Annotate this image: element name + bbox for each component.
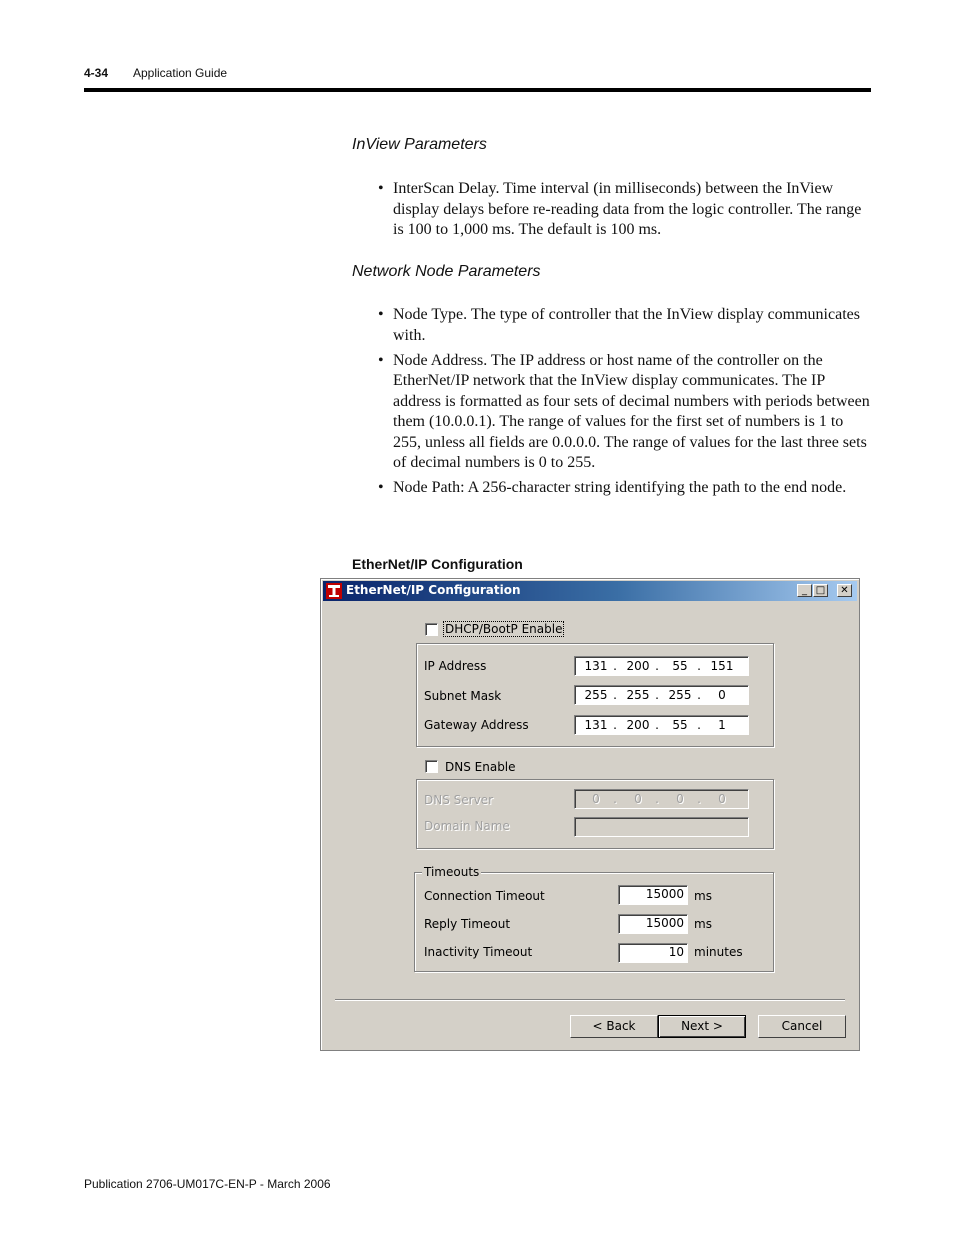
- dhcp-label[interactable]: DHCP/BootP Enable: [445, 622, 563, 636]
- inview-bullets: [378, 179, 870, 245]
- dns-server-label: DNS Server: [424, 793, 493, 807]
- list-item: • Node Type. The type of controller that the InView display communicates with.: [378, 306, 860, 344]
- connection-timeout-input[interactable]: 15000: [618, 885, 688, 905]
- running-header: Application Guide: [133, 66, 228, 80]
- list-item: • Node Address. The IP address or host name of the controller on the EtherNet/IP network that the InView display communicates. The IP address is formatted as four sets of decimal numbers with periods between them (10.0.0.1). The range of values for the first set of numbers is 1 to 255, unless all fields are 0.0.0.0. The range of values for the last three sets of decimal numbers is 0 to 255.: [378, 351, 870, 471]
- dns-server-field[interactable]: 0 . 0 . 0 . 0: [574, 789, 749, 809]
- subnet-mask-field[interactable]: 255 . 255 . 255 . 0: [574, 685, 749, 705]
- list-item: • Node Path: A 256-character string identifying the path to the end node.: [378, 479, 847, 496]
- ethernet-ip-config-dialog: [320, 578, 860, 1051]
- figure-caption: EtherNet/IP Configuration: [352, 556, 523, 572]
- maximize-button[interactable]: □: [813, 584, 828, 597]
- page-number: 4-34: [84, 66, 109, 80]
- close-button[interactable]: ✕: [837, 584, 852, 597]
- cancel-button[interactable]: Cancel: [758, 1015, 846, 1038]
- section-heading-network-node: Network Node Parameters: [352, 263, 541, 280]
- inactivity-timeout-input[interactable]: 10: [618, 943, 688, 963]
- dialog-title: EtherNet/IP Configuration: [346, 583, 521, 597]
- title-bar[interactable]: [323, 581, 857, 601]
- reply-timeout-label: Reply Timeout: [424, 917, 511, 931]
- subnet-mask-label: Subnet Mask: [424, 689, 502, 703]
- header-rule: [84, 88, 871, 92]
- dns-enable-checkbox[interactable]: [425, 760, 438, 773]
- gateway-address-field[interactable]: 131 . 200 . 55 . 1: [574, 715, 749, 735]
- button-separator: [335, 999, 845, 1001]
- publication-footer: Publication 2706-UM017C-EN-P - March 2006: [84, 1177, 331, 1191]
- allen-bradley-logo-icon: [326, 583, 342, 599]
- timeouts-group-title: Timeouts: [424, 865, 480, 879]
- inactivity-timeout-label: Inactivity Timeout: [424, 945, 533, 959]
- ip-address-label: IP Address: [424, 659, 487, 673]
- list-item: • InterScan Delay. Time interval (in milliseconds) between the InView display delays before re-reading data from the logic controller. The range is 100 to 1,000 ms. The default is 100 ms.: [378, 180, 862, 238]
- minimize-button[interactable]: _: [797, 584, 812, 597]
- network-node-bullets: [378, 305, 870, 503]
- connection-timeout-label: Connection Timeout: [424, 889, 545, 903]
- dhcp-checkbox[interactable]: [425, 623, 438, 636]
- domain-name-label: Domain Name: [424, 819, 510, 833]
- back-button[interactable]: < Back: [570, 1015, 658, 1038]
- connection-timeout-unit: ms: [694, 889, 712, 903]
- ip-address-field[interactable]: 131 . 200 . 55 . 151: [574, 656, 749, 676]
- domain-name-field[interactable]: [574, 817, 749, 837]
- gateway-address-label: Gateway Address: [424, 718, 529, 732]
- inactivity-timeout-unit: minutes: [694, 945, 743, 959]
- section-heading-inview: InView Parameters: [352, 136, 487, 153]
- next-button[interactable]: Next >: [658, 1015, 746, 1038]
- reply-timeout-input[interactable]: 15000: [618, 914, 688, 934]
- dns-enable-label[interactable]: DNS Enable: [445, 760, 516, 774]
- reply-timeout-unit: ms: [694, 917, 712, 931]
